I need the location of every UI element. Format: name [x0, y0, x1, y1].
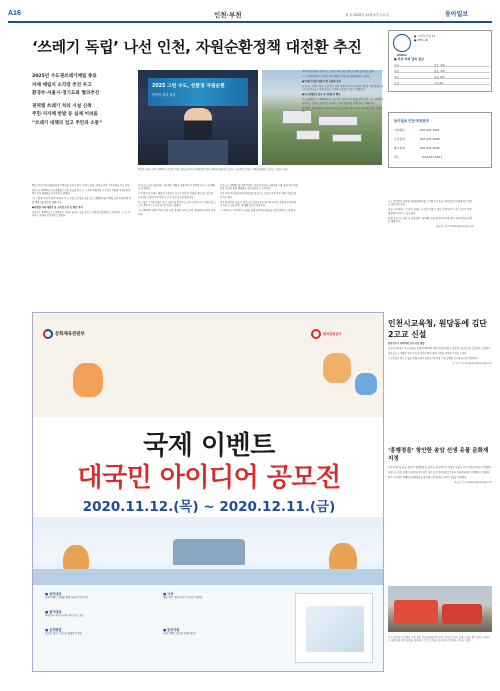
ad-org-ministry: 문화체육관광부	[55, 332, 85, 337]
palace-icon	[173, 539, 245, 565]
paragraph: 환경부는 대체 매립지 공모를 추진하고 있지만 아직 응모한 지자체가 없는 상황이다.	[302, 106, 383, 114]
paragraph: 시는 자원순환센터 건립과 함께 재활용 선별시설 현대화에도 나선다.	[302, 75, 370, 78]
contact-title: 동아일보 인천·부천본부	[394, 119, 430, 123]
weather-value: 구름 0/7	[434, 82, 444, 85]
paragraph: 시는 2021년 상반기까지 입지 선정 절차를 마치고 주민 설명회를 이어갈 방침이다.	[138, 209, 216, 216]
section-title: 인천·부천	[214, 11, 242, 19]
deck-line: 주민·지자체 반발 등 실제 어려움	[32, 112, 98, 118]
moc-emblem-icon	[43, 329, 53, 339]
paragraph: 다만 환경부와 서울시, 경기도가 참여한 4자 협의체 논의가 진행 중인 상황에서 독자 노선을 택한 데 대해 갈등이 예상된다.	[220, 200, 297, 208]
paragraph: 시는 ‘발생지 처리 원칙’에 따라 각 군·구별 소각장을 새로 짓고 생활폐기물 직매립 금지에 대비해 자체 매립지를 확보할 계획이다.	[32, 197, 131, 204]
kto-emblem-icon	[311, 329, 321, 339]
ad-section-heading: ■ 공모방법	[45, 628, 62, 632]
banner-subtitle: 발생지 처리 원칙	[152, 93, 176, 97]
contest-advertisement	[32, 312, 384, 672]
paragraph: 시 관계자는 “주민과의 소통을 통해 합리적인 대안을 마련하겠다”고 말했다.	[220, 209, 296, 213]
contact-number: 032-437-1806	[419, 146, 440, 150]
ad-date-range: 2020.11.12.(목) ~ 2020.12.11.(금)	[82, 499, 336, 515]
contact-row	[394, 128, 440, 132]
podium	[168, 140, 228, 165]
article-column	[220, 184, 298, 214]
lead-headline: ‘쓰레기 독립’ 나선 인천, 자원순환정책 대전환 추진	[32, 38, 362, 56]
paragraph: 박두성 선생은 1926년 훈맹정음을 반포해 시각장애인 교육의 기틀을 마련했다.	[388, 476, 467, 479]
ad-section-heading: ■ 문의사항	[163, 628, 180, 632]
article-column	[302, 70, 384, 115]
channel-line: ● 스마트인천 13	[414, 34, 436, 38]
ad-section-heading: ■ 시상	[163, 592, 174, 596]
ad-image-panel	[295, 593, 373, 663]
contact-row	[394, 146, 440, 150]
deck-line: 2025년 수도권쓰레기매립 종료	[32, 74, 97, 79]
paragraph: 인천시는 쓰레기 처리 시설 입지 선정 과정에서 주민 공론화 절차를 거칠 방침이다. 시민 참여단을 구성해 의견을 수렴하고 전문가 검증도 병행한다.	[302, 85, 384, 92]
landmark-illustration	[33, 517, 384, 587]
weather-value: 맑음 -3/6	[434, 70, 445, 73]
weather-city: 인천	[394, 64, 399, 67]
tiger-mascot-icon	[73, 363, 103, 397]
channel-line: ● IPTV 18	[414, 38, 428, 42]
article-column	[138, 184, 216, 218]
weather-row	[394, 63, 490, 67]
ad-details	[33, 585, 384, 672]
paragraph: 한편 인천시는 내년 초 자원순환 기본계획 수립 용역에 착수해 세부 실행 방안을 마련할 예정이다.	[388, 216, 473, 224]
donga-logo-icon	[393, 34, 411, 52]
page-number: A16	[8, 10, 21, 17]
contact-number: 032-437-1801	[419, 128, 440, 132]
contact-number: 032-437-1821	[422, 155, 443, 159]
building	[318, 116, 358, 126]
lead-deck	[32, 73, 132, 129]
contact-label: 기사제보	[394, 128, 405, 132]
article2-headline: 인천시교육청, 원당동에 김단2고교 신설	[388, 319, 487, 339]
weather-value: 맑음 -2/6	[434, 64, 445, 67]
article-column	[32, 184, 132, 219]
building	[296, 130, 320, 140]
ad-section-heading: ■ 공모대상	[45, 592, 62, 596]
deck-line: 환경부·서울시·경기도와 협의추진	[32, 91, 100, 97]
paragraph: 인천시 관계자는 “쓰레기 문제는 더 이상 미룰 수 없는 과제”라며 “시민 모두가 함께 해결해야 한다”고 강조했다.	[388, 208, 472, 215]
subheading: ●‘쓰레기 독립’ 위한 주민 공론화 추진	[302, 80, 341, 83]
ad-section-heading: ■ 참가대상	[45, 610, 62, 614]
paragraph: 또한 지역 주민들에게 인센티브를 제공하고 소각장 주변 지역 지원 사업을 벌이기로 했다.	[220, 192, 297, 199]
ad-section-text: 온라인 접수 / 공모전 홈페이지 참조	[45, 632, 82, 635]
subheading: ●권역별 자체 매립지 및 소각장 조성 등 확충 추진	[32, 205, 83, 209]
ad-title-line1: 국제 이벤트	[143, 431, 275, 461]
ad-title-line2: 대국민 아이디어 공모전	[77, 463, 341, 493]
paragraph: 시는 권역별로 친환경 자원순환센터를 조성해 소각열을 지역난방 등에 활용하는 방안도 검토하고 있다.	[388, 200, 473, 207]
article3-headline: ‘흥행정음’ 창안한 송암 선생 유물 문화재 지정	[388, 448, 489, 462]
paragraph: 시에 따르면 쓰레기 매립지 후보지는 옹진군 영흥면 일대로 검토되고 있으며 소각장은 남부권과 북부권 등으로 나눠 설치할 예정이다.	[138, 192, 214, 199]
byline: 황금천 기자 kchwang@donga.com	[454, 481, 492, 484]
bus-photo	[388, 586, 492, 632]
deck-line: 권역별 쓰레기 처리 시설 신축	[32, 103, 92, 109]
banner-title: 2025 그린 수도, 친환경 자원순환	[152, 84, 225, 89]
weather-row	[394, 75, 490, 79]
ad-image	[306, 606, 364, 652]
weather-row	[394, 81, 490, 85]
contact-label: 구독문의	[394, 137, 405, 141]
contact-label: 팩스	[394, 155, 400, 159]
bus-icon	[394, 600, 438, 624]
ad-org-kto: 한국관광공사	[323, 332, 342, 336]
bus-icon	[442, 604, 482, 624]
header-rule	[8, 21, 492, 23]
ad-section-text: 국제 이벤트 개최를 위한 대국민 아이디어	[45, 596, 89, 599]
paragraph: 박 시장은 “이제 인천은 남의 쓰레기를 받아주는 곳이 아니라 자기 쓰레기를 스스로 책임지는 도시가 될 것”이라고 말했다.	[138, 200, 217, 208]
contact-row	[394, 155, 442, 159]
paragraph: 시각장애인용 한글 점자인 ‘훈맹정음’을 창안한 송암 박두성 선생의 유물이 국가 등록문화재로 지정됐다.	[388, 466, 492, 469]
tiger-mascot-icon	[323, 353, 351, 383]
paragraph: 인천시는 생활폐기물 감량 정책도 함께 추진한다. 1회용품 사용 줄이기와 재활용률 제고를 통해 매립량을 최소화한다는 구상이다.	[220, 184, 298, 191]
ad-section-text: 국제 이벤트 공모전 운영사무국	[163, 632, 196, 635]
logo-text: DONGA	[397, 54, 407, 57]
ad-section-text: 대한민국 국민 누구나 (개인 또는 팀)	[45, 614, 83, 617]
article2-body	[388, 342, 492, 367]
paragraph: 수도권매립지는 1992년부터 서울·경기·인천의 폐기물을 받아 왔다. 시는 2025년 이후에는 인천의 쓰레기만 처리하는 자체 매립지를 운영한다는 계획이다.	[302, 98, 384, 105]
paragraph: 인천시는 2025년 수도권매립지 사용이 끝나는 것을 앞두고 지역에서 발생하는 쓰레기를 스스로 처리하는 체계를 갖추겠다고 밝혔다.	[32, 210, 131, 218]
channel-info	[414, 34, 435, 42]
ad-header-area	[33, 313, 384, 417]
contact-label: 광고문의	[394, 146, 405, 150]
paragraph: 시교육청은 학교 신설을 위해 교육부 중앙투자심사를 거쳐 설계와 공사에 들어갈 예정이다.	[388, 357, 479, 360]
weather-row	[394, 69, 490, 73]
deck-line: 자체 매립지 소각장 추진 두고	[32, 82, 92, 88]
character-icon	[355, 373, 377, 395]
paper-name: 동아일보	[445, 11, 469, 18]
weather-value: 맑음 -6/5	[434, 76, 445, 79]
contact-row	[394, 137, 440, 141]
paragraph: 인천시는 이날 자원순환 시설 확충 계획을 발표하며 각 권역별 처리 시설 계획을 공개했다.	[138, 184, 215, 191]
paragraph: 검단신도시 개발로 학생 수가 증가함에 따라 통학 여건을 개선하기 위한 조치다.	[388, 352, 468, 355]
byline: 황금천 기자 kchwang@donga.com	[436, 225, 474, 229]
mayor-photo	[138, 70, 258, 165]
photo-caption: 박남춘 인천시장이 2020년 쓰레기 독립 선언을 하며 자체매립지 확보 계획을 발표하고 있다. 오른쪽은 인천시 자원순환센터 조감도. 인천시 제공	[138, 168, 288, 171]
weather-city: 강화	[394, 76, 399, 79]
paragraph: 인천시는 2025년 수도권매립지 사용 종료를 앞두고 시 자체 매립지를 조성하고 친환경 자원순환정책으로의 대전환을 추진한다고 밝혔다.	[32, 189, 131, 196]
deck-line: “쓰레기 대책의 업고 주민과 소통”	[32, 120, 103, 126]
paragraph: 인천시교육청은 서구 원당동 일대에 2023년 3월 개교를 목표로 일반계 고등학교를 신설한다고 밝혔다.	[388, 347, 491, 350]
article2-subhead: 검단신도시 주택지역 인구 유입 영향	[388, 342, 425, 345]
byline: 이기자 기자 dongaindo@donga.com	[452, 362, 492, 365]
ad-section-text: 대상 1팀 / 최우수상 / 우수상 / 장려상	[163, 596, 203, 599]
weather-city: 부천	[394, 70, 399, 73]
weather-title: ● 부산 지역 날씨 정보	[394, 57, 424, 61]
subheading: ●수도권매립지 종료 후 대체부지 확보	[302, 93, 341, 97]
article-column	[388, 200, 474, 230]
article3-body	[388, 466, 492, 486]
contact-number: 032-437-1808	[419, 137, 440, 141]
building	[332, 134, 362, 142]
paragraph: 정책 전환에 따라 인천시는 쓰레기 처리 관련 예산도 대폭 늘리기로 했다.	[302, 70, 375, 73]
paragraph: 8일 인천시의회 대회의실에서 박남춘 인천시장이 ‘쓰레기 독립’ 선언을 하며 기자회견을 갖고 있다.	[32, 184, 131, 187]
photo-caption: 인천 공독터미 운행차 교육 질문 인천대공원에서 운전기사들이 안전 운행 교육을 받고 있다. 인천시는 대중교통 안전 점검을 강화하고 정기 교육을 실시한다고 밝혔다. 인천시 제공	[388, 636, 491, 643]
issue-info: 제 호 2020년 12월 9일 수요일	[345, 13, 389, 17]
weather-city: 옹진	[394, 82, 399, 85]
paragraph: 인천시는 송암 선생의 유품과 점자 관련 자료 등이 문화재청으로부터 등록문화재로 지정됐다고 밝혔다.	[388, 471, 490, 474]
